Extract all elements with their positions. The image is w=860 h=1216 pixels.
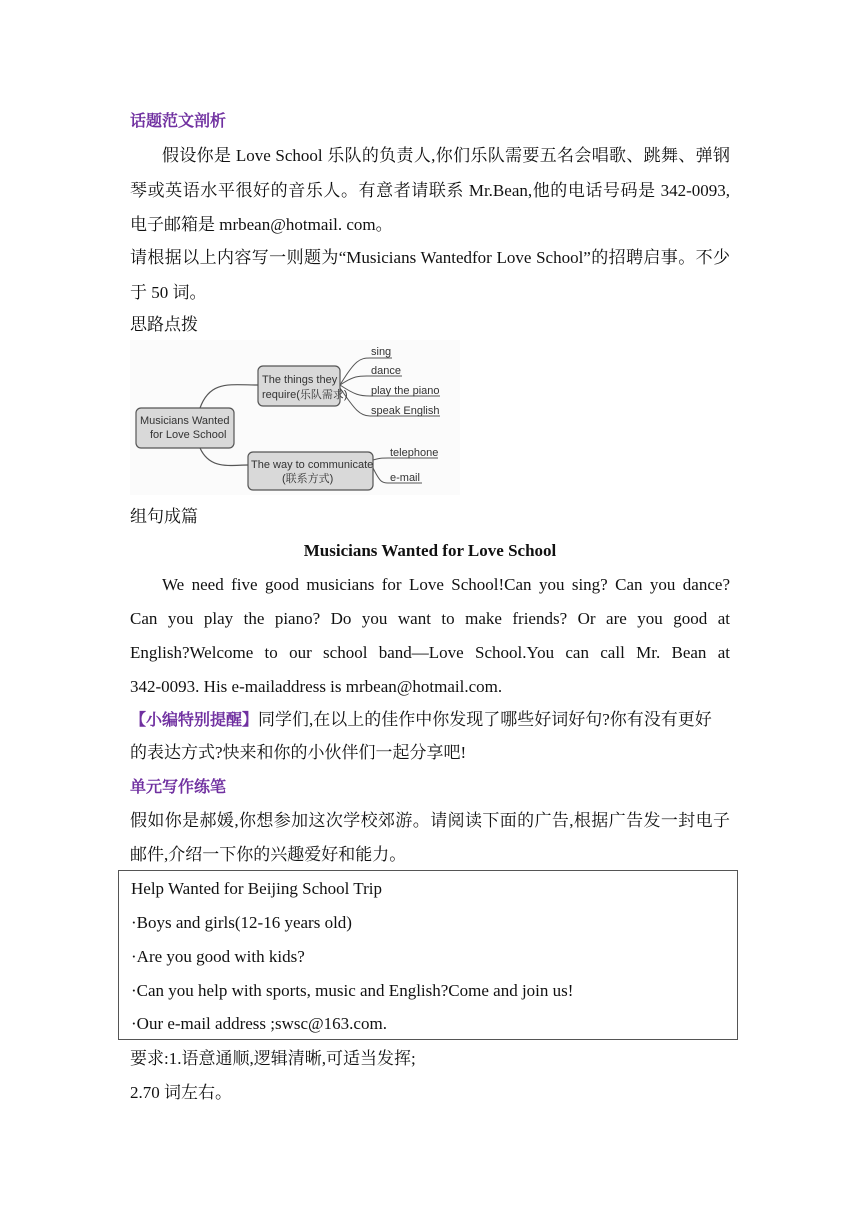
branch-label: (联系方式)	[282, 473, 334, 485]
prompt-line: 请根据以上内容写一则题为“Musicians Wantedfor Love School”的招聘启事。不少	[130, 248, 730, 267]
leaf-label: play the piano	[371, 385, 440, 397]
topic-heading: 话题范文剖析	[130, 111, 227, 130]
essay-line: We need five good musicians for Love School!Can you sing? Can you dance?	[162, 575, 730, 594]
unit-heading: 单元写作练笔	[130, 777, 227, 796]
task-line: 假如你是郝媛,你想参加这次学校郊游。请阅读下面的广告,根据广告发一封电子	[130, 811, 730, 830]
mind-map-diagram	[130, 340, 460, 495]
leaf-label: dance	[371, 365, 401, 377]
tip-paragraph	[130, 710, 712, 730]
prompt-line: 于 50 词。	[130, 283, 207, 302]
leaf-label: telephone	[390, 447, 439, 459]
branch-label: The things they	[262, 374, 338, 386]
leaf-label: speak English	[371, 405, 440, 417]
thinking-label: 思路点拨	[130, 315, 198, 334]
requirement-line: 要求:1.语意通顺,逻辑清晰,可适当发挥;	[130, 1049, 416, 1068]
branch-label: require(乐队需求)	[262, 389, 348, 401]
task-line: 邮件,介绍一下你的兴趣爱好和能力。	[130, 845, 407, 864]
ad-item: ·Our e-mail address ;swsc@163.com.	[131, 1014, 387, 1033]
tip-text: 的表达方式?快来和你的小伙伴们一起分享吧!	[130, 743, 467, 762]
center-node	[136, 408, 234, 448]
ad-title: Help Wanted for Beijing School Trip	[131, 879, 382, 898]
ad-item: ·Boys and girls(12-16 years old)	[131, 913, 352, 932]
leaf-label: e-mail	[390, 472, 420, 484]
essay-line: Can you play the piano? Do you want to make friends? Or are you good at	[130, 609, 730, 628]
branch-label: The way to communicate	[251, 459, 374, 471]
prompt-line: 电子邮箱是 mrbean@hotmail. com。	[130, 215, 393, 234]
advertisement-box	[118, 870, 738, 1040]
tip-text: 同学们,在以上的佳作中你发现了哪些好词好句?你有没有更好	[258, 710, 712, 729]
prompt-line: 琴或英语水平很好的音乐人。有意者请联系 Mr.Bean,他的电话号码是 342-0093,	[130, 181, 730, 200]
compose-label: 组句成篇	[130, 507, 198, 526]
prompt-line: 假设你是 Love School 乐队的负责人,你们乐队需要五名会唱歌、跳舞、弹钢	[162, 146, 730, 165]
essay-title: Musicians Wanted for Love School	[303, 541, 557, 560]
leaf-label: sing	[371, 346, 392, 358]
center-node-label: for Love School	[150, 429, 227, 441]
ad-item: ·Are you good with kids?	[131, 947, 305, 966]
center-node-label: Musicians Wanted	[140, 415, 230, 427]
tip-label: 【小编特别提醒】	[130, 710, 259, 729]
requirement-line: 2.70 词左右。	[130, 1083, 232, 1102]
essay-line: English?Welcome to our school band—Love School.You can call Mr. Bean at	[130, 643, 730, 662]
essay-line: 342-0093. His e-mailaddress is mrbean@hotmail.com.	[130, 677, 503, 696]
ad-item: ·Can you help with sports, music and English?Come and join us!	[131, 981, 574, 1000]
